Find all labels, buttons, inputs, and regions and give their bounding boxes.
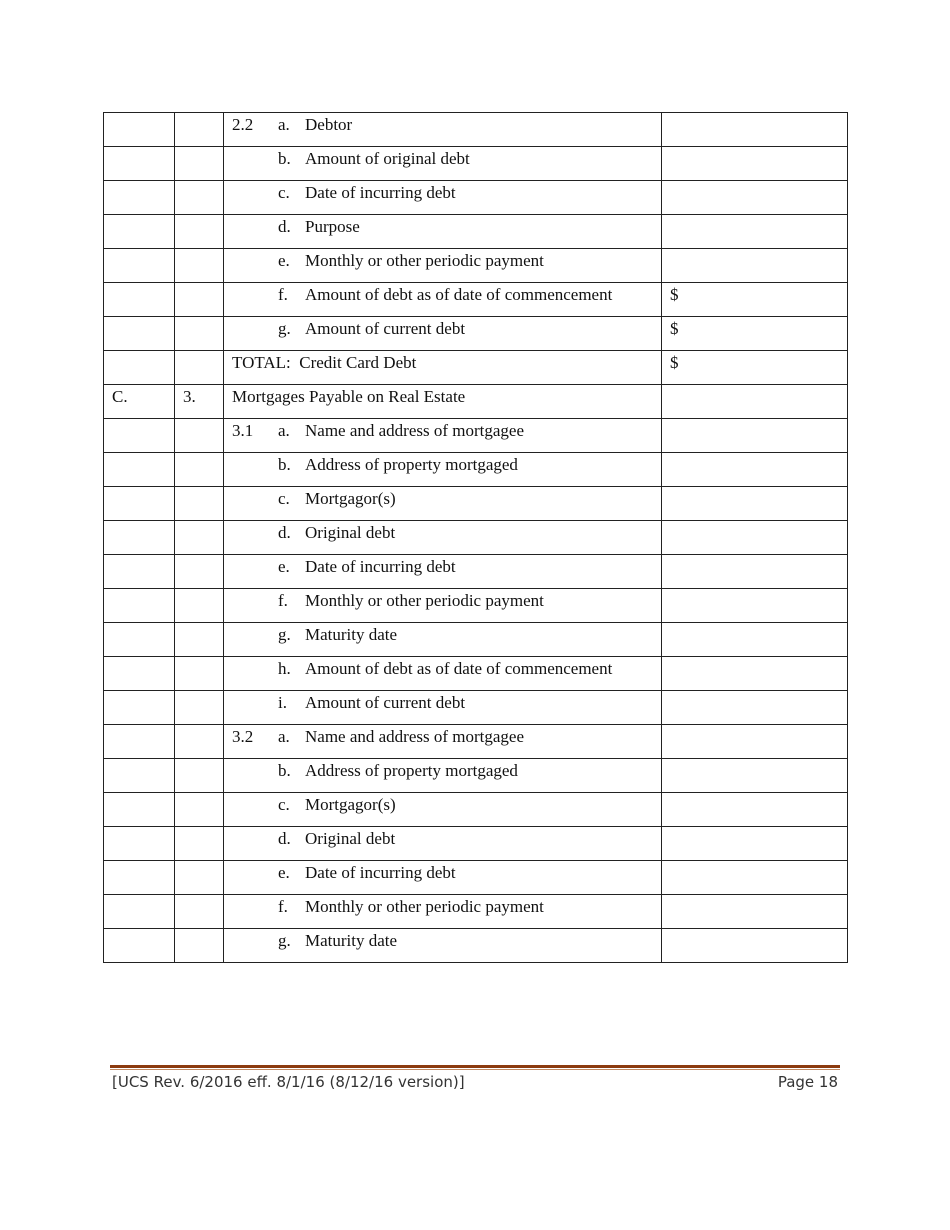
item-description-cell [224,657,662,691]
item-label: Amount of current debt [305,693,466,712]
section-number-cell [175,759,224,793]
item-description-cell [224,487,662,521]
section-number-cell [175,623,224,657]
item-label: Original debt [305,523,396,542]
item-letter: g. [278,625,291,644]
section-number-cell [175,147,224,181]
form-row [104,929,848,963]
item-description-cell [224,317,662,351]
section-title: Mortgages Payable on Real Estate [232,387,466,406]
item-label: Address of property mortgaged [305,761,518,780]
section-letter-cell [104,351,175,385]
amount-cell[interactable] [662,453,848,487]
section-number-cell [175,283,224,317]
section-letter-cell [104,283,175,317]
item-description-cell [224,623,662,657]
section-letter-cell [104,521,175,555]
section-letter-cell [104,657,175,691]
item-letter: b. [278,455,291,474]
section-letter-cell [104,147,175,181]
section-number-cell [175,215,224,249]
item-label: Amount of original debt [305,149,470,168]
item-label: Date of incurring debt [305,863,456,882]
amount-cell[interactable] [662,895,848,929]
section-letter-cell [104,793,175,827]
footer-page-number: Page 18 [777,1073,838,1091]
item-label: Address of property mortgaged [305,455,518,474]
form-row [104,555,848,589]
item-label: Amount of debt as of date of commencement [305,659,613,678]
item-description-cell [224,929,662,963]
item-label: Debtor [305,115,353,134]
amount-cell[interactable] [662,113,848,147]
section-number-cell [175,589,224,623]
section-number-cell [175,861,224,895]
item-letter: f. [278,285,288,304]
item-letter: d. [278,217,291,236]
total-label: TOTAL: Credit Card Debt [232,353,417,372]
item-description-cell [224,861,662,895]
section-letter-cell [104,113,175,147]
form-row [104,249,848,283]
section-number: 3. [183,387,196,406]
amount-value: $ [670,319,679,338]
section-letter-cell [104,929,175,963]
item-letter: i. [278,693,287,712]
section-letter-cell [104,453,175,487]
amount-cell[interactable] [662,215,848,249]
item-description-cell [224,113,662,147]
amount-cell[interactable] [662,419,848,453]
section-number-cell [175,181,224,215]
section-number-cell [175,385,224,419]
form-row [104,827,848,861]
form-row [104,657,848,691]
amount-cell[interactable] [662,929,848,963]
section-letter-cell [104,487,175,521]
amount-cell[interactable] [662,793,848,827]
item-label: Maturity date [305,931,398,950]
form-row [104,589,848,623]
item-letter: g. [278,931,291,950]
section-number-cell [175,793,224,827]
item-label: Mortgagor(s) [305,795,396,814]
form-row [104,453,848,487]
amount-cell[interactable] [662,385,848,419]
section-letter-cell [104,385,175,419]
form-row [104,725,848,759]
section-number-cell [175,827,224,861]
item-description-cell [224,521,662,555]
item-label: Monthly or other periodic payment [305,251,544,270]
form-table-body [104,113,848,963]
form-row [104,181,848,215]
form-row [104,623,848,657]
subsection-number: 3.2 [232,727,254,746]
section-letter-cell [104,895,175,929]
item-label: Mortgagor(s) [305,489,396,508]
section-number-cell [175,351,224,385]
item-label: Maturity date [305,625,398,644]
amount-cell[interactable] [662,589,848,623]
form-row [104,419,848,453]
form-row [104,385,848,419]
form-row [104,283,848,317]
form-row [104,351,848,385]
item-description-cell [224,351,662,385]
item-label: Monthly or other periodic payment [305,897,544,916]
form-row [104,895,848,929]
item-label: Purpose [305,217,360,236]
section-number-cell [175,317,224,351]
section-letter-cell [104,623,175,657]
section-letter-cell [104,249,175,283]
form-row [104,861,848,895]
item-description-cell [224,827,662,861]
item-letter: a. [278,727,290,746]
amount-cell[interactable] [662,691,848,725]
item-label: Name and address of mortgagee [305,421,525,440]
section-letter-cell [104,555,175,589]
item-letter: d. [278,829,291,848]
item-letter: g. [278,319,291,338]
item-label: Original debt [305,829,396,848]
footer-rule [110,1065,840,1068]
section-letter-cell [104,827,175,861]
footer-revision: [UCS Rev. 6/2016 eff. 8/1/16 (8/12/16 version)] [112,1073,465,1091]
item-letter: c. [278,795,290,814]
section-number-cell [175,521,224,555]
item-description-cell [224,691,662,725]
item-description-cell [224,589,662,623]
amount-cell[interactable] [662,657,848,691]
item-letter: c. [278,489,290,508]
section-letter-cell [104,725,175,759]
amount-cell[interactable] [662,181,848,215]
debts-form-table [103,112,848,963]
item-description-cell [224,215,662,249]
form-row [104,147,848,181]
item-description-cell [224,759,662,793]
section-letter-cell [104,215,175,249]
item-description-cell [224,555,662,589]
amount-cell[interactable] [662,317,848,351]
section-number-cell [175,419,224,453]
item-description-cell [224,181,662,215]
section-number-cell [175,555,224,589]
section-letter-cell [104,181,175,215]
item-description-cell [224,453,662,487]
section-number-cell [175,487,224,521]
amount-cell[interactable] [662,249,848,283]
amount-cell[interactable] [662,861,848,895]
form-row [104,215,848,249]
item-description-cell [224,249,662,283]
section-letter-cell [104,589,175,623]
item-description-cell [224,283,662,317]
amount-value: $ [670,285,679,304]
subsection-number: 2.2 [232,115,254,134]
item-description-cell [224,419,662,453]
section-letter-cell [104,419,175,453]
amount-cell[interactable] [662,827,848,861]
section-letter-cell [104,691,175,725]
section-letter-cell [104,861,175,895]
amount-cell[interactable] [662,555,848,589]
item-description-cell [224,147,662,181]
item-letter: b. [278,149,291,168]
item-letter: e. [278,557,290,576]
amount-cell[interactable] [662,351,848,385]
amount-cell[interactable] [662,487,848,521]
item-label: Date of incurring debt [305,557,456,576]
section-number-cell [175,453,224,487]
form-row [104,759,848,793]
item-label: Name and address of mortgagee [305,727,525,746]
item-letter: e. [278,251,290,270]
section-number-cell [175,249,224,283]
section-number-cell [175,691,224,725]
item-letter: h. [278,659,291,678]
subsection-number: 3.1 [232,421,254,440]
item-description-cell [224,385,662,419]
item-label: Amount of current debt [305,319,466,338]
form-row [104,317,848,351]
amount-cell[interactable] [662,283,848,317]
section-letter-cell [104,759,175,793]
section-letter: C. [112,387,128,406]
item-label: Date of incurring debt [305,183,456,202]
section-number-cell [175,725,224,759]
item-letter: d. [278,523,291,542]
form-row [104,691,848,725]
form-row [104,487,848,521]
section-number-cell [175,929,224,963]
item-description-cell [224,895,662,929]
footer-rule-thin [110,1069,840,1070]
item-letter: b. [278,761,291,780]
amount-cell[interactable] [662,521,848,555]
item-letter: a. [278,115,290,134]
amount-cell[interactable] [662,725,848,759]
item-letter: f. [278,591,288,610]
amount-cell[interactable] [662,147,848,181]
section-number-cell [175,113,224,147]
section-number-cell [175,895,224,929]
amount-cell[interactable] [662,759,848,793]
amount-cell[interactable] [662,623,848,657]
item-letter: f. [278,897,288,916]
item-letter: c. [278,183,290,202]
item-label: Monthly or other periodic payment [305,591,544,610]
form-row [104,113,848,147]
item-label: Amount of debt as of date of commencement [305,285,613,304]
item-letter: e. [278,863,290,882]
form-row [104,521,848,555]
form-row [104,793,848,827]
section-letter-cell [104,317,175,351]
item-letter: a. [278,421,290,440]
section-number-cell [175,657,224,691]
item-description-cell [224,793,662,827]
item-description-cell [224,725,662,759]
amount-value: $ [670,353,679,372]
